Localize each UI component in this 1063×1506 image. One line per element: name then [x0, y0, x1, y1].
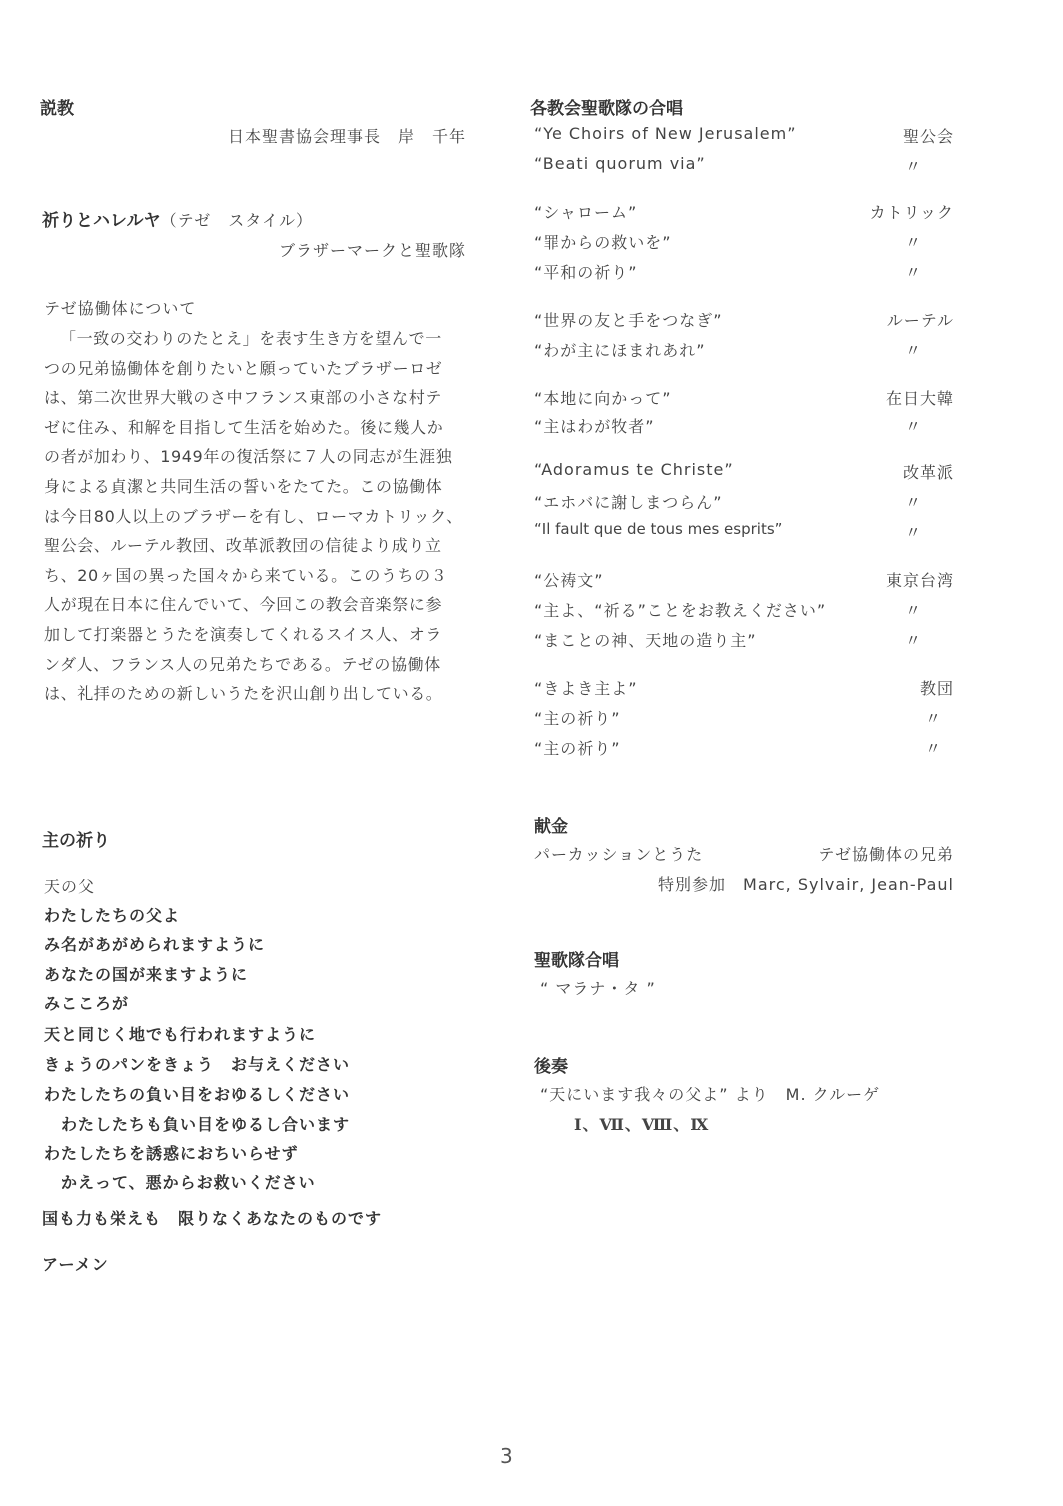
choir-church: 〃: [904, 341, 922, 360]
choir-church: 〃: [924, 739, 942, 758]
lords-prayer-line: 国も力も栄えも 限りなくあなたのものです: [42, 1209, 383, 1228]
choir-church: カトリック: [869, 203, 954, 222]
postlude-movements: Ⅰ、Ⅶ、Ⅷ、Ⅸ: [574, 1115, 710, 1134]
choir-song-title: “エホバに謝しまつらん”: [534, 493, 723, 512]
offering-special: 特別参加 Marc, Sylvair, Jean-Paul: [658, 875, 954, 894]
choir-church: 〃: [924, 709, 942, 728]
choir-church: 〃: [904, 601, 922, 620]
lords-prayer-line: かえって、悪からお救いください: [44, 1173, 316, 1192]
taize-line: の者が加わり、1949年の復活祭に７人の同志が生涯独: [44, 447, 453, 467]
choir-song-title: “Beati quorum via”: [534, 154, 706, 173]
taize-line: ゼに住み、和解を目指して生活を始めた。後に幾人か: [44, 417, 444, 437]
lords-prayer-line: きょうのパンをきょう お与えください: [44, 1055, 351, 1074]
lords-prayer-heading: 主の祈り: [42, 831, 110, 851]
prayer-hallelujah-heading-row: [42, 206, 313, 231]
choir-song-title: “きよき主よ”: [534, 679, 638, 698]
choir-church: 東京台湾: [885, 571, 954, 590]
lords-prayer-line: あなたの国が来ますように: [44, 965, 249, 984]
postlude-heading: 後奏: [534, 1057, 568, 1077]
choir-song-title: “主の祈り”: [534, 739, 621, 758]
choir-church: 改革派: [902, 463, 954, 482]
lords-prayer-line: わたしたちの父よ: [44, 906, 181, 925]
choir-song-title: “罪からの救いを”: [534, 233, 672, 252]
offering-performer: テゼ協働体の兄弟: [818, 845, 954, 864]
choir-church: 〃: [904, 157, 922, 176]
choir-church: 〃: [904, 417, 922, 436]
taize-line: つの兄弟協働体を創りたいと願っていたブラザーロゼ: [44, 358, 443, 378]
lords-prayer-amen: アーメン: [42, 1255, 109, 1274]
choir-song-title: “まことの神、天地の造り主”: [534, 631, 757, 650]
prayer-hallelujah-performers: ブラザーマークと聖歌隊: [278, 241, 466, 260]
choir-church: 〃: [904, 631, 922, 650]
offering-heading: 献金: [534, 817, 568, 837]
prayer-hallelujah-style: （テゼ スタイル）: [160, 211, 313, 230]
offering-item: パーカッションとうた: [534, 845, 704, 864]
taize-line: 人が現在日本に住んでいて、今回この教会音楽祭に参: [44, 595, 443, 615]
lords-prayer-line: 天の父: [44, 877, 96, 896]
choir-song-title: “Ye Choirs of New Jerusalem”: [534, 124, 797, 143]
choir-anthem-title: “ マラナ・タ ”: [540, 979, 656, 998]
choir-church: 在日大韓: [885, 389, 954, 408]
choir-song-title: “主はわが牧者”: [534, 417, 655, 436]
taize-paragraph: [44, 324, 484, 709]
taize-line: 加して打楽器とうたを演奏してくれるスイス人、オラ: [44, 624, 442, 644]
lords-prayer-line: わたしたちの負い目をおゆるしください: [44, 1085, 351, 1104]
page-number: 3: [500, 1444, 513, 1468]
choir-anthem-heading: 聖歌隊合唱: [534, 951, 619, 971]
choir-song-title: “平和の祈り”: [534, 263, 638, 282]
choirs-heading: 各教会聖歌隊の合唱: [530, 99, 683, 119]
lords-prayer-line: わたしたちを誘惑におちいらせず: [44, 1144, 299, 1163]
choir-church: 〃: [904, 523, 922, 542]
choir-church: 教団: [919, 679, 954, 698]
taize-line: ンダ人、フランス人の兄弟たちである。テゼの協働体: [44, 654, 441, 674]
choir-song-title: “本地に向かって”: [534, 389, 672, 408]
choir-song-title: “Il fault que de tous mes esprits”: [534, 520, 783, 538]
choir-church: 〃: [904, 233, 922, 252]
choir-song-title: “世界の友と手をつなぎ”: [534, 311, 723, 330]
taize-line: 「一致の交わりのたとえ」を表す生き方を望んで一: [60, 329, 442, 348]
choir-song-title: “公祷文”: [534, 571, 604, 590]
sermon-speaker: 日本聖書協会理事長 岸 千年: [227, 127, 466, 146]
choir-church: 〃: [904, 493, 922, 512]
choir-song-title: “わが主にほまれあれ”: [534, 341, 706, 360]
taize-line: 聖公会、ルーテル教団、改革派教団の信徒より成り立: [44, 536, 442, 556]
choir-church: 聖公会: [902, 127, 954, 146]
choir-song-title: “主よ、“祈る”ことをお教えください”: [534, 601, 827, 620]
taize-line: は、礼拝のための新しいうたを沢山創り出している。: [44, 684, 443, 704]
postlude-piece: “天にいます我々の父よ” より M. クルーゲ: [540, 1085, 881, 1104]
taize-line: ち、20ヶ国の異った国々から来ている。このうちの３: [44, 565, 448, 585]
prayer-hallelujah-heading: 祈りとハレルヤ: [42, 211, 161, 231]
lords-prayer-line: 天と同じく地でも行われますように: [44, 1025, 317, 1044]
choir-song-title: “Adoramus te Christe”: [534, 460, 734, 479]
choir-song-title: “シャローム”: [534, 203, 638, 222]
choir-church: 〃: [904, 263, 922, 282]
sermon-heading: 説教: [40, 99, 74, 119]
taize-heading: テゼ協働体について: [44, 299, 197, 318]
choir-song-title: “主の祈り”: [534, 709, 621, 728]
taize-line: は、第二次世界大戦のさ中フランス東部の小さな村テ: [44, 388, 442, 408]
taize-line: は今日80人以上のブラザーを有し、ローマカトリック、: [44, 506, 463, 526]
lords-prayer-line: わたしたちも負い目をゆるし合います: [44, 1115, 351, 1134]
choir-church: ルーテル: [886, 311, 954, 330]
lords-prayer-line: み名があがめられますように: [44, 935, 266, 954]
lords-prayer-line: みこころが: [44, 994, 130, 1013]
taize-line: 身による貞潔と共同生活の誓いをたてた。この協働体: [44, 476, 443, 496]
